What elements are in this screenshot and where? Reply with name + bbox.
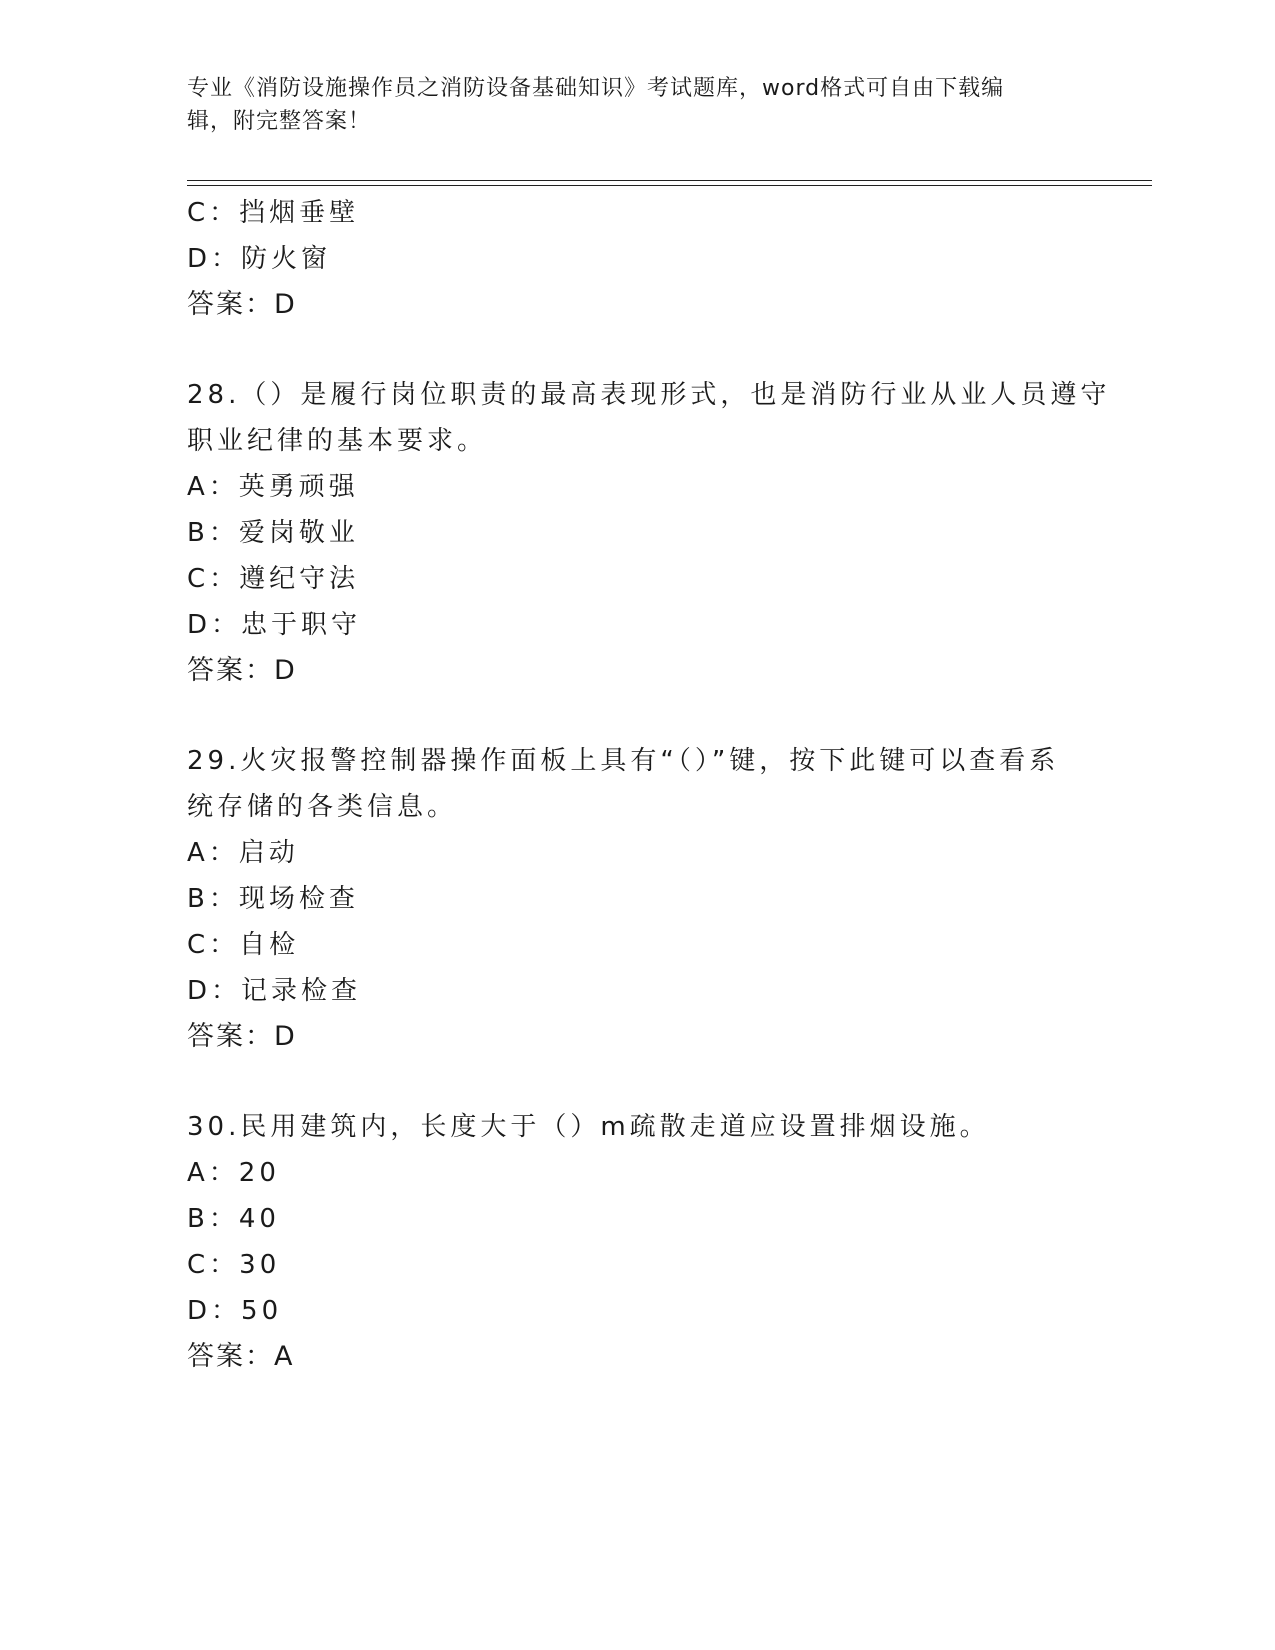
answer: 答案：A xyxy=(187,1341,295,1372)
option-b xyxy=(187,876,1087,922)
option-label: C： xyxy=(187,1250,240,1280)
header-rule-top xyxy=(187,180,1152,181)
question-stem: 30.民用建筑内，长度大于（）m疏散走道应设置排烟设施。 xyxy=(187,1112,990,1142)
option-label: A： xyxy=(187,1158,239,1188)
option-label: A： xyxy=(187,838,239,868)
answer: 答案：D xyxy=(187,1021,297,1052)
option-label: D： xyxy=(187,244,242,274)
document-header xyxy=(187,72,1087,138)
option-label: D： xyxy=(187,610,242,640)
option-a xyxy=(187,830,1087,876)
header-line-2: 辑，附完整答案！ xyxy=(187,109,372,134)
option-c xyxy=(187,190,1087,236)
option-text: 忠于职守 xyxy=(241,610,362,640)
option-text: 30 xyxy=(239,1250,281,1280)
option-label: A： xyxy=(187,472,239,502)
option-d xyxy=(187,236,1087,282)
option-label: C： xyxy=(187,198,240,228)
option-b xyxy=(187,1196,1087,1242)
option-label: B： xyxy=(187,518,239,548)
option-c xyxy=(187,556,1087,602)
question-list xyxy=(187,190,1111,1380)
option-text: 记录检查 xyxy=(241,976,362,1006)
question-stem: 29.火灾报警控制器操作面板上具有“（）”键，按下此键可以查看系 xyxy=(187,746,1060,776)
option-d xyxy=(187,602,1087,648)
option-label: B： xyxy=(187,884,239,914)
option-text: 40 xyxy=(238,1204,280,1234)
option-label: D： xyxy=(187,1296,242,1326)
option-text: 英勇顽强 xyxy=(238,472,359,502)
option-c xyxy=(187,1242,1087,1288)
option-label: C： xyxy=(187,564,240,594)
question-28 xyxy=(187,372,1111,694)
option-text: 自检 xyxy=(239,930,300,960)
option-c xyxy=(187,922,1087,968)
option-text: 50 xyxy=(241,1296,283,1326)
option-label: C： xyxy=(187,930,240,960)
option-text: 20 xyxy=(238,1158,280,1188)
option-text: 爱岗敬业 xyxy=(238,518,359,548)
question-stem: 28.（）是履行岗位职责的最高表现形式，也是消防行业从业人员遵守 xyxy=(187,380,1111,410)
header-rule-bottom xyxy=(187,185,1152,186)
question-30 xyxy=(187,1104,1087,1380)
option-text: 启动 xyxy=(238,838,299,868)
header-line-1: 专业《消防设施操作员之消防设备基础知识》考试题库，word格式可自由下载编 xyxy=(187,76,1005,101)
question-stem-continued: 职业纪律的基本要求。 xyxy=(187,426,488,456)
option-a xyxy=(187,1150,1087,1196)
option-text: 现场检查 xyxy=(238,884,359,914)
option-text: 挡烟垂壁 xyxy=(239,198,360,228)
question-stem-continued: 统存储的各类信息。 xyxy=(187,792,458,822)
option-d xyxy=(187,1288,1087,1334)
option-a xyxy=(187,464,1087,510)
answer: 答案：D xyxy=(187,655,297,686)
option-b xyxy=(187,510,1087,556)
question-27-tail xyxy=(187,190,1087,328)
option-label: D： xyxy=(187,976,242,1006)
answer: 答案：D xyxy=(187,289,297,320)
question-29 xyxy=(187,738,1087,1060)
option-label: B： xyxy=(187,1204,239,1234)
option-d xyxy=(187,968,1087,1014)
option-text: 防火窗 xyxy=(241,244,332,274)
option-text: 遵纪守法 xyxy=(239,564,360,594)
